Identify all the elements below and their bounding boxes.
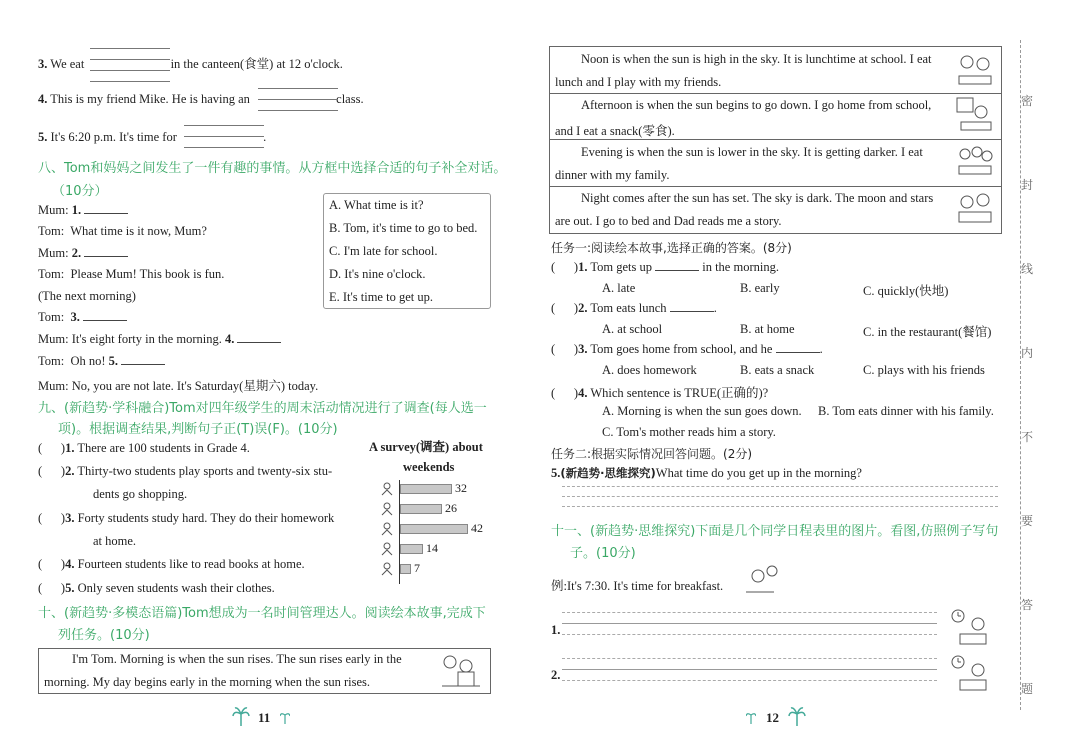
- dialog-line-9: Mum: No, you are not late. It's Saturday(星期六) today.: [38, 379, 319, 393]
- schedule-2-icon: [950, 654, 992, 694]
- writing-1-label: 1.: [551, 623, 561, 637]
- schedule-1-icon: [950, 608, 992, 648]
- section-9-title-2: 项)。根据调查结果,判断句子正(T)误(F)。(10分): [58, 422, 338, 437]
- chart-title-2: weekends: [403, 460, 455, 474]
- story-morning-line-1: I'm Tom. Morning is when the sun rises. The sun rises early in the: [72, 652, 402, 666]
- answer-line-5c[interactable]: [562, 506, 998, 507]
- mc-2: ( )2. Tom eats lunch .: [551, 301, 717, 315]
- mc-3-c[interactable]: C. plays with his friends: [863, 363, 985, 377]
- mc-3-b[interactable]: B. eats a snack: [740, 363, 815, 377]
- section-8-title: 八、Tom和妈妈之间发生了一件有趣的事情。从方框中选择合适的句子补全对话。: [38, 161, 507, 176]
- dialog-line-2: Tom: What time is it now, Mum?: [38, 224, 207, 238]
- section-9-title-1: 九、(新趋势·学科融合)Tom对四年级学生的周末活动情况进行了调查(每人选一: [38, 401, 487, 416]
- story-noon-line-1: Noon is when the sun is high in the sky. It is lunchtime at school. I eat: [581, 52, 932, 66]
- option-d: D. It's nine o'clock.: [329, 267, 426, 281]
- story-night-line-2: are out. I go to bed and Dad reads me a story.: [555, 214, 782, 228]
- dinner-icon: [955, 142, 995, 182]
- section-10-title-2: 列任务。(10分): [58, 628, 150, 643]
- dialog-line-5: (The next morning): [38, 289, 136, 303]
- chart-category-icon-sports: [380, 482, 394, 496]
- chart-value-label: 26: [445, 501, 457, 515]
- binding-char: 要: [1021, 514, 1034, 528]
- writing-line-1c[interactable]: [562, 634, 937, 635]
- option-c: C. I'm late for school.: [329, 244, 438, 258]
- section-8-score: （10分）: [52, 184, 108, 199]
- answer-lines-q4[interactable]: [258, 78, 338, 111]
- tf-3: ( )3. Forty students study hard. They do their homework: [38, 511, 335, 525]
- chart-bar-shopping: [400, 504, 442, 514]
- snack-icon: [955, 96, 995, 136]
- option-e: E. It's time to get up.: [329, 290, 433, 304]
- mc-4: ( )4. Which sentence is TRUE(正确的)?: [551, 386, 769, 400]
- binding-char: 内: [1021, 346, 1034, 360]
- story-evening-line-2: dinner with my family.: [555, 168, 670, 182]
- breakfast-clock-icon: [744, 564, 780, 598]
- tf-1: ( )1. There are 100 students in Grade 4.: [38, 441, 250, 455]
- mc-4-a[interactable]: A. Morning is when the sun goes down.: [602, 404, 802, 418]
- question-3: 3. We eat in the canteen(食堂) at 12 o'clock.: [38, 57, 343, 71]
- chart-category-icon-washing-clothes: [380, 562, 394, 576]
- mc-2-b[interactable]: B. at home: [740, 322, 795, 336]
- chart-bar-sports: [400, 484, 452, 494]
- option-b: B. Tom, it's time to go to bed.: [329, 221, 478, 235]
- mc-2-c[interactable]: C. in the restaurant(餐馆): [863, 325, 992, 339]
- tf-5: ( )5. Only seven students wash their clothes.: [38, 581, 275, 595]
- mc-1-a[interactable]: A. late: [602, 281, 636, 295]
- chart-value-label: 7: [414, 561, 420, 575]
- mc-4-c[interactable]: C. Tom's mother reads him a story.: [602, 425, 776, 439]
- chart-category-icon-reading: [380, 542, 394, 556]
- chart-bar-washing-clothes: [400, 564, 411, 574]
- writing-line-2b[interactable]: [562, 669, 937, 670]
- story-noon-line-2: lunch and I play with my friends.: [555, 75, 722, 89]
- story-night-line-1: Night comes after the sun has set. The sky is dark. The moon and stars: [581, 191, 934, 205]
- binding-char: 封: [1021, 178, 1034, 192]
- chart-bar-homework: [400, 524, 468, 534]
- tf-4: ( )4. Fourteen students like to read books at home.: [38, 557, 305, 571]
- writing-2-label: 2.: [551, 668, 561, 682]
- answer-line-5b[interactable]: [562, 496, 998, 497]
- chart-value-label: 32: [455, 481, 467, 495]
- section-10-title-1: 十、(新趋势·多模态语篇)Tom想成为一名时间管理达人。阅读绘本故事,完成下: [38, 606, 486, 621]
- task-2-title: 任务二:根据实际情况回答问题。(2分): [551, 447, 753, 461]
- option-a: A. What time is it?: [329, 198, 424, 212]
- chart-category-icon-homework: [380, 522, 394, 536]
- task-1-title: 任务一:阅读绘本故事,选择正确的答案。(8分): [551, 241, 792, 255]
- bedtime-story-icon: [955, 188, 995, 228]
- lunch-icon: [955, 50, 995, 90]
- mc-3: ( )3. Tom goes home from school, and he .: [551, 342, 823, 356]
- palm-icon-left-1: [232, 706, 250, 726]
- dialog-line-1: Mum: 1.: [38, 203, 128, 218]
- page-number-right: 12: [766, 710, 779, 725]
- dialog-line-4: Tom: Please Mum! This book is fun.: [38, 267, 225, 281]
- writing-line-2a[interactable]: [562, 658, 937, 659]
- binding-char: 不: [1021, 430, 1034, 444]
- answer-lines-q5[interactable]: [184, 115, 264, 148]
- tf-2: ( )2. Thirty-two students play sports and twenty-six stu-: [38, 464, 333, 478]
- chart-value-label: 42: [471, 521, 483, 535]
- boy-waking-icon: [438, 652, 484, 690]
- binding-char: 密: [1021, 94, 1034, 108]
- story-morning-line-2: morning. My day begins early in the morning when the sun rises.: [44, 675, 370, 689]
- writing-line-2c[interactable]: [562, 680, 937, 681]
- mc-1-c[interactable]: C. quickly(快地): [863, 284, 949, 298]
- writing-line-1b[interactable]: [562, 623, 937, 624]
- mc-4-b[interactable]: B. Tom eats dinner with his family.: [818, 404, 994, 418]
- section-11-title-2: 子。(10分): [570, 546, 636, 561]
- example-sentence: 例:It's 7:30. It's time for breakfast.: [551, 579, 724, 593]
- dialog-line-6: Tom: 3.: [38, 310, 127, 325]
- mc-1-b[interactable]: B. early: [740, 281, 780, 295]
- dialog-line-8: Tom: Oh no! 5.: [38, 354, 165, 369]
- story-afternoon-line-1: Afternoon is when the sun begins to go down. I go home from school,: [581, 98, 932, 112]
- chart-title-1: A survey(调查) about: [369, 440, 483, 454]
- mc-3-a[interactable]: A. does homework: [602, 363, 697, 377]
- tf-2-cont: dents go shopping.: [93, 487, 188, 501]
- survey-chart: [378, 478, 490, 586]
- question-5: 5. It's 6:20 p.m. It's time for .: [38, 130, 267, 144]
- writing-line-1a[interactable]: [562, 612, 937, 613]
- question-4: 4. This is my friend Mike. He is having an class.: [38, 92, 364, 106]
- palm-icon-right-1: [746, 710, 756, 724]
- mc-2-a[interactable]: A. at school: [602, 322, 663, 336]
- dialog-line-7: Mum: It's eight forty in the morning. 4.: [38, 332, 281, 347]
- answer-lines-q3[interactable]: [90, 38, 170, 82]
- binding-char: 线: [1021, 262, 1034, 276]
- chart-category-icon-shopping: [380, 502, 394, 516]
- chart-value-label: 14: [426, 541, 438, 555]
- mc-1: ( )1. Tom gets up in the morning.: [551, 260, 779, 274]
- answer-line-5a[interactable]: [562, 486, 998, 487]
- palm-icon-right-2: [788, 706, 806, 726]
- binding-char: 题: [1021, 682, 1034, 696]
- dialog-line-3: Mum: 2.: [38, 246, 128, 261]
- story-afternoon-line-2: and I eat a snack(零食).: [555, 124, 675, 138]
- tf-3-cont: at home.: [93, 534, 137, 548]
- section-11-title-1: 十一、(新趋势·思维探究)下面是几个同学日程表里的图片。看图,仿照例子写句: [551, 524, 999, 539]
- page-number-left: 11: [258, 710, 271, 725]
- story-evening-line-1: Evening is when the sun is lower in the sky. It is getting darker. I eat: [581, 145, 923, 159]
- binding-char: 答: [1021, 598, 1034, 612]
- task-2-question: 5.(新趋势·思维探究)What time do you get up in the morning?: [551, 466, 862, 480]
- chart-bar-reading: [400, 544, 423, 554]
- palm-icon-left-2: [280, 710, 290, 724]
